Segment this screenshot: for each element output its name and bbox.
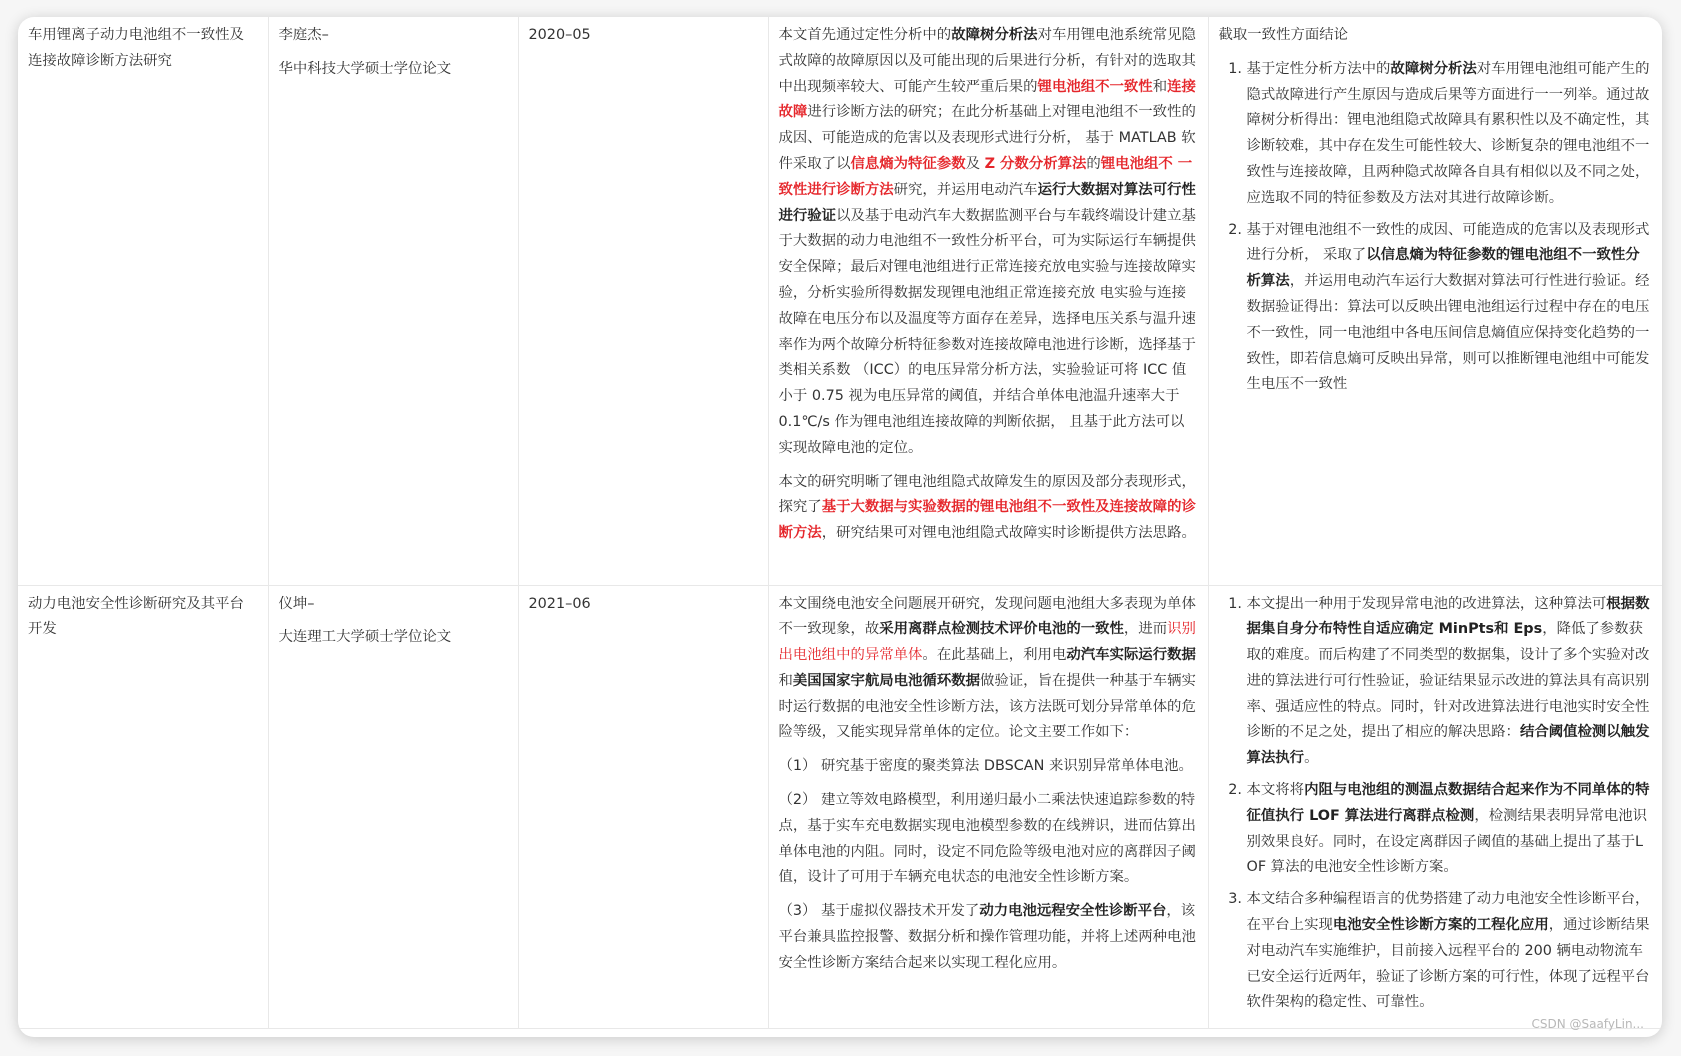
body-text: 本文围绕电池安全问题展开研究，发现问题电池组大多表现为单体不一致现象，故 bbox=[778, 595, 1196, 638]
conclusion-cell bbox=[1208, 585, 1662, 1029]
emphasis-text: 故障树分析法 bbox=[951, 27, 1038, 43]
author-name: 李庭杰– bbox=[278, 27, 329, 43]
body-text: 本文结合多种编程语言的优势搭建了动力电池安全性诊断平台，在平台上实现 bbox=[1246, 891, 1650, 934]
emphasis-text: 锂电池组不一致性 bbox=[1037, 78, 1153, 95]
body-text: 本文首先通过定性分析中的 bbox=[778, 27, 952, 43]
body-text: 本文将将 bbox=[1246, 782, 1305, 799]
literature-table bbox=[18, 17, 1662, 1029]
emphasis-text: 锂电池组不 一致性进行诊断方法 bbox=[778, 155, 1193, 198]
work-item bbox=[779, 754, 1198, 780]
publish-date: 2021–06 bbox=[528, 595, 591, 612]
emphasis-text: 识别出电池组中的异常单体 bbox=[778, 621, 1196, 664]
conclusion-list bbox=[1219, 57, 1653, 398]
abstract-cell bbox=[768, 17, 1208, 585]
emphasis-text: 基于大数据与实验数据的锂电池组不一致性及连接故障的诊断方法 bbox=[778, 499, 1196, 542]
body-text: 对车用锂电池系统常见隐式故障的故障原因以及可能出现的后果进行分析，有针对的选取其中出现频率较大、可能产生较严重后果的 bbox=[778, 27, 1196, 95]
body-text: ，通过诊断结果对电动汽车实施维护，目前接入远程平台的 200 辆电动物流车已安全运行近两年，验证了诊断方案的可行性，体现了远程平台软件架构的稳定性、可靠性。 bbox=[1246, 917, 1650, 1011]
paper-title: 动力电池安全性诊断研究及其平台开发 bbox=[28, 595, 244, 638]
conclusion-cell bbox=[1208, 17, 1662, 585]
body-text: 和 bbox=[778, 672, 793, 689]
date-cell bbox=[518, 17, 768, 585]
emphasis-text: 运行大数据对算法可行性进行验证 bbox=[778, 181, 1196, 224]
body-text: ，该平台兼具监控报警、数据分析和操作管理功能，并将上述两种电池安全性诊断方案结合起来以实现工程化应用。 bbox=[778, 903, 1196, 971]
body-text: 基于对锂电池组不一致性的成因、可能造成的危害以及表现形式进行分析， 采取了 bbox=[1246, 221, 1650, 264]
date-cell bbox=[518, 585, 768, 1029]
emphasis-text: 采用离群点检测技术评价电池的一致性 bbox=[879, 621, 1124, 638]
body-text: 及 bbox=[965, 155, 985, 172]
body-text: ，检测结果表明异常电池识别效果良好。同时，在设定离群因子阈值的基础上提出了基于LOF 算法的电池安全性诊断方案。 bbox=[1246, 807, 1648, 876]
author-name: 仪坤– bbox=[278, 595, 315, 612]
body-text: 对车用锂电池组可能产生的隐式故障进行产生原因与造成后果等方面进行一一列举。通过故障树分析得出：锂电池组隐式故障具有累积性以及不确定性，其诊断较难，其中存在发生可能性较大、诊断复杂的锂电池组不一致性与连接故障，且两种隐式故障各自具有相似以及不同之处，应选取不同的特征参数及方法对其进行故障诊断。 bbox=[1246, 60, 1650, 206]
body-text: ，研究结果可对锂电池组隐式故障实时诊断提供方法思路。 bbox=[821, 525, 1196, 542]
work-item bbox=[779, 788, 1198, 891]
body-text: 。在此基础上，利用电 bbox=[922, 647, 1067, 664]
emphasis-text: 电池安全性诊断方案的工程化应用 bbox=[1332, 917, 1549, 934]
school-name: 大连理工大学硕士学位论文 bbox=[278, 629, 452, 646]
body-text: ，降低了参数获取的难度。而后构建了不同类型的数据集，设计了多个实验对改进的算法进行可行性验证，验证结果显示改进的算法具有高识别率、强适应性的特点。同时，针对改进算法进行电池实时安全性诊断的不足之处，提出了相应的解决思路： bbox=[1246, 621, 1650, 741]
emphasis-text: 故障树分析法 bbox=[1390, 60, 1477, 77]
paper-title-cell bbox=[18, 17, 268, 585]
abstract-paragraph bbox=[779, 592, 1198, 747]
table-row bbox=[18, 585, 1662, 1029]
body-text: ，并运用电动汽车运行大数据对算法可行性进行验证。经数据验证得出：算法可以反映出锂电池组运行过程中存在的电压不一致性，同一电池组中各电压间信息熵值应保持变化趋势的一致性，即若信息熵可反映出异常，则可以推断锂电池组中可能发生电压不一致性 bbox=[1246, 273, 1650, 393]
body-text: 研究，并运用电动汽车 bbox=[893, 181, 1038, 198]
paper-title-cell bbox=[18, 585, 268, 1029]
emphasis-text: Z 分数分析算法 bbox=[984, 155, 1087, 172]
literature-table-card bbox=[18, 17, 1662, 1037]
body-text: 本文提出一种用于发现异常电池的改进算法，这种算法可 bbox=[1246, 595, 1607, 612]
emphasis-text: 以信息熵为特征参数的锂电池组不一致性分析算法 bbox=[1246, 247, 1640, 290]
body-text: 基于定性分析方法中的 bbox=[1246, 60, 1391, 77]
abstract-cell bbox=[768, 585, 1208, 1029]
list-item bbox=[1247, 592, 1653, 773]
body-text: ，进而 bbox=[1123, 621, 1168, 638]
body-text: 以及基于电动汽车大数据监测平台与车载终端设计建立基于大数据的动力电池组不一致性分析平台，可为实际运行车辆提供安全保障；最后对锂电池组进行正常连接充放电实验与连接故障实验，分析实验所得数据发现锂电池组正常连接充放 电实验与连接故障在电压分布以及温度等方面存在差异，选择电压关系与温升速率作为两个故障分析特征参数对连接故障电池进行诊断，选择基于类相关系数 （ICC）的电压异常分析方法，实验验证可将 ICC 值小于 0.75 视为电压异常的阈值，并结合单体电池温升速率大于 0.1℃/s 作为锂电池组连接故障的判断依据， 且基于此方法可以实现故障电池的定位。 bbox=[778, 207, 1196, 456]
body-text: （2） 建立等效电路模型，利用递归最小二乘法快速追踪参数的特点，基于实车充电数据实现电池模型参数的在线辨识，进而估算出单体电池的内阻。同时，设定不同危险等级电池对应的离群因子阈值，设计了可用于车辆充电状态的电池安全性诊断方案。 bbox=[778, 792, 1196, 886]
body-text: （3） 基于虚拟仪器技术开发了 bbox=[778, 903, 980, 920]
abstract-paragraph bbox=[779, 23, 1198, 462]
author-cell bbox=[268, 585, 518, 1029]
emphasis-text: 信息熵为特征参数 bbox=[850, 155, 966, 172]
author-cell bbox=[268, 17, 518, 585]
body-text: 做验证，旨在提供一种基于车辆实时运行数据的电池安全性诊断方法，该方法既可划分异常单体的危险等级，又能实现异常单体的定位。论文主要工作如下： bbox=[778, 672, 1196, 741]
emphasis-text: 连接故障 bbox=[778, 78, 1196, 121]
emphasis-text: 根据数据集自身分布特性自适应确定 MinPts和 Eps bbox=[1246, 595, 1650, 638]
body-text: 。 bbox=[1304, 750, 1319, 767]
emphasis-text: 动汽车实际运行数据 bbox=[1066, 647, 1196, 664]
list-item bbox=[1247, 887, 1653, 1016]
emphasis-text: 美国国家宇航局电池循环数据 bbox=[792, 672, 980, 689]
abstract-paragraph bbox=[779, 470, 1198, 547]
school-name: 华中科技大学硕士学位论文 bbox=[278, 60, 452, 77]
table-row bbox=[18, 17, 1662, 585]
conclusion-heading: 截取一致性方面结论 bbox=[1218, 27, 1349, 43]
body-text: 本文的研究明晰了锂电池组隐式故障发生的原因及部分表现形式，探究了 bbox=[778, 473, 1196, 516]
list-item bbox=[1247, 57, 1653, 212]
emphasis-text: 内阻与电池组的测温点数据结合起来作为不同单体的特征值执行 LOF 算法进行离群点检测 bbox=[1246, 782, 1650, 824]
emphasis-text: 动力电池远程安全性诊断平台 bbox=[979, 903, 1167, 920]
body-text: （1） 研究基于密度的聚类算法 DBSCAN 来识别异常单体电池。 bbox=[778, 758, 1193, 775]
work-item bbox=[779, 899, 1198, 976]
body-text: 进行诊断方法的研究；在此分析基础上对锂电池组不一致性的成因、可能造成的危害以及表现形式进行分析， 基于 MATLAB 软件采取了以 bbox=[778, 104, 1196, 172]
watermark: CSDN @SaafyLin... bbox=[1531, 1017, 1644, 1031]
conclusion-list bbox=[1219, 592, 1653, 1017]
body-text: 的 bbox=[1086, 155, 1101, 172]
publish-date: 2020–05 bbox=[528, 27, 591, 43]
list-item bbox=[1247, 778, 1653, 881]
body-text: 和 bbox=[1152, 78, 1168, 95]
paper-title: 车用锂离子动力电池组不一致性及连接故障诊断方法研究 bbox=[28, 27, 244, 69]
emphasis-text: 结合阈值检测以触发算法执行 bbox=[1246, 724, 1650, 767]
list-item bbox=[1247, 218, 1653, 399]
